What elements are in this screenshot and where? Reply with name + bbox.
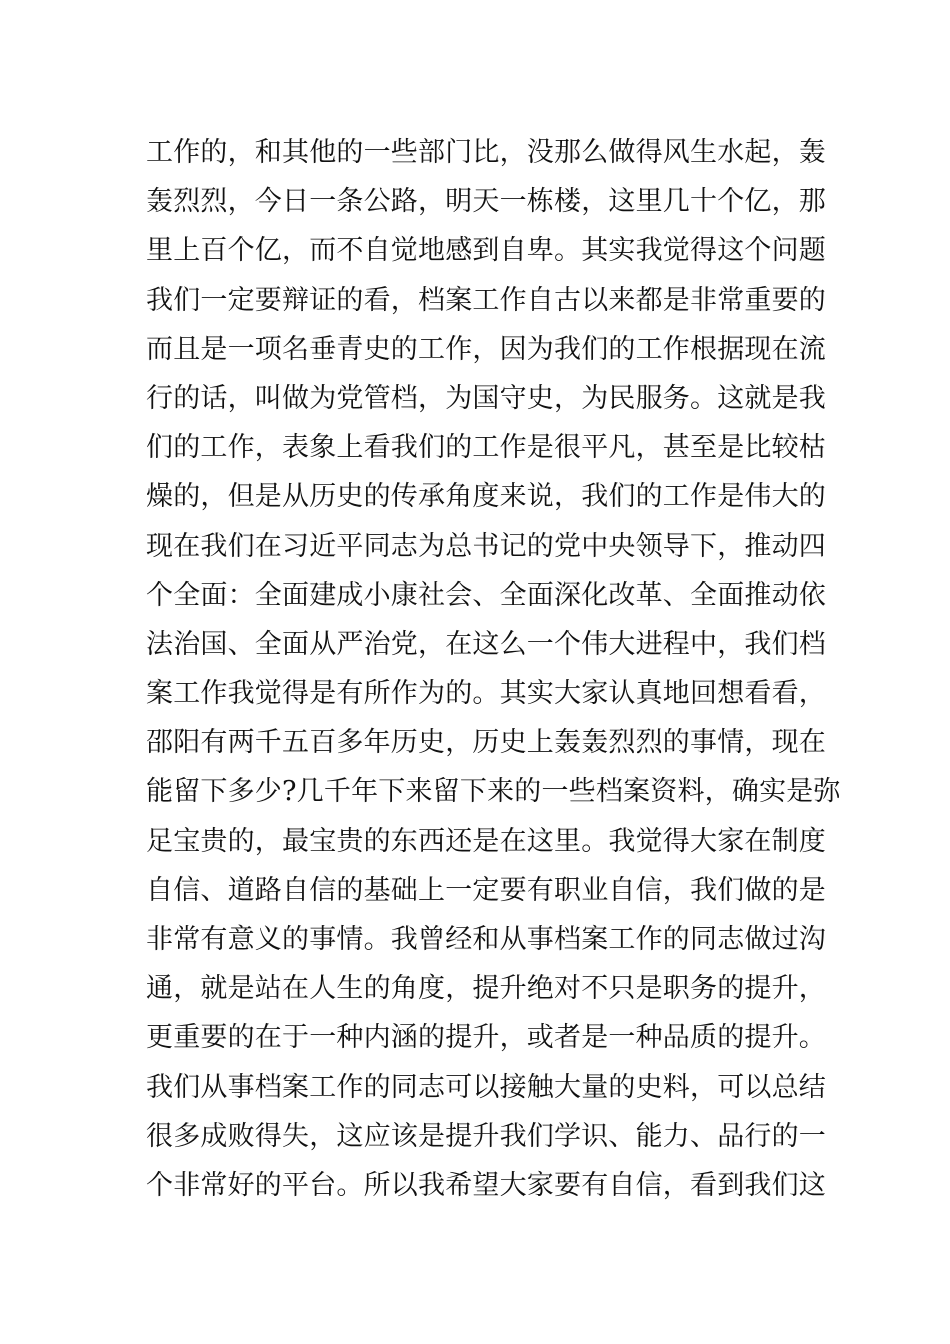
text-line-1: 工作的，和其他的一些部门比，没那么做得风生水起，轰 [146, 137, 826, 168]
body-text [146, 128, 841, 1210]
text-line-11: 法治国、全面从严治党，在这么一个伟大进程中，我们档 [146, 628, 826, 660]
text-line-7: 们的工作，表象上看我们的工作是很平凡，甚至是比较枯 [146, 432, 826, 464]
text-line-18: 通，就是站在人生的角度，提升绝对不只是职务的提升， [146, 973, 826, 1005]
text-line-19: 更重要的在于一种内涵的提升，或者是一种品质的提升。 [146, 1022, 826, 1054]
text-line-15: 足宝贵的，最宝贵的东西还是在这里。我觉得大家在制度 [146, 825, 826, 857]
text-line-5: 而且是一项名垂青史的工作，因为我们的工作根据现在流 [146, 333, 826, 365]
text-line-13: 邵阳有两千五百多年历史，历史上轰轰烈烈的事情，现在 [146, 727, 826, 759]
text-line-8: 燥的，但是从历史的传承角度来说，我们的工作是伟大的 [146, 481, 826, 513]
text-line-6: 行的话，叫做为党管档，为国守史，为民服务。这就是我 [146, 382, 826, 414]
text-line-20: 我们从事档案工作的同志可以接触大量的史料，可以总结 [146, 1071, 826, 1103]
text-line-17: 非常有意义的事情。我曾经和从事档案工作的同志做过沟 [146, 924, 826, 955]
text-line-12: 案工作我觉得是有所作为的。其实大家认真地回想看看， [146, 678, 826, 710]
text-line-21: 很多成败得失，这应该是提升我们学识、能力、品行的一 [146, 1120, 826, 1152]
text-line-9: 现在我们在习近平同志为总书记的党中央领导下，推动四 [146, 530, 826, 562]
text-line-22: 个非常好的平台。所以我希望大家要有自信，看到我们这 [146, 1169, 826, 1201]
text-line-14: 能留下多少?几千年下来留下来的一些档案资料，确实是弥 [146, 776, 841, 808]
text-line-2: 轰烈烈，今日一条公路，明天一栋楼，这里几十个亿，那 [146, 186, 826, 218]
text-line-10: 个全面：全面建成小康社会、全面深化改革、全面推动依 [146, 579, 826, 611]
text-line-16: 自信、道路自信的基础上一定要有职业自信，我们做的是 [146, 874, 826, 906]
text-line-3: 里上百个亿，而不自觉地感到自卑。其实我觉得这个问题 [146, 235, 826, 267]
text-line-4: 我们一定要辩证的看，档案工作自古以来都是非常重要的 [146, 284, 826, 316]
